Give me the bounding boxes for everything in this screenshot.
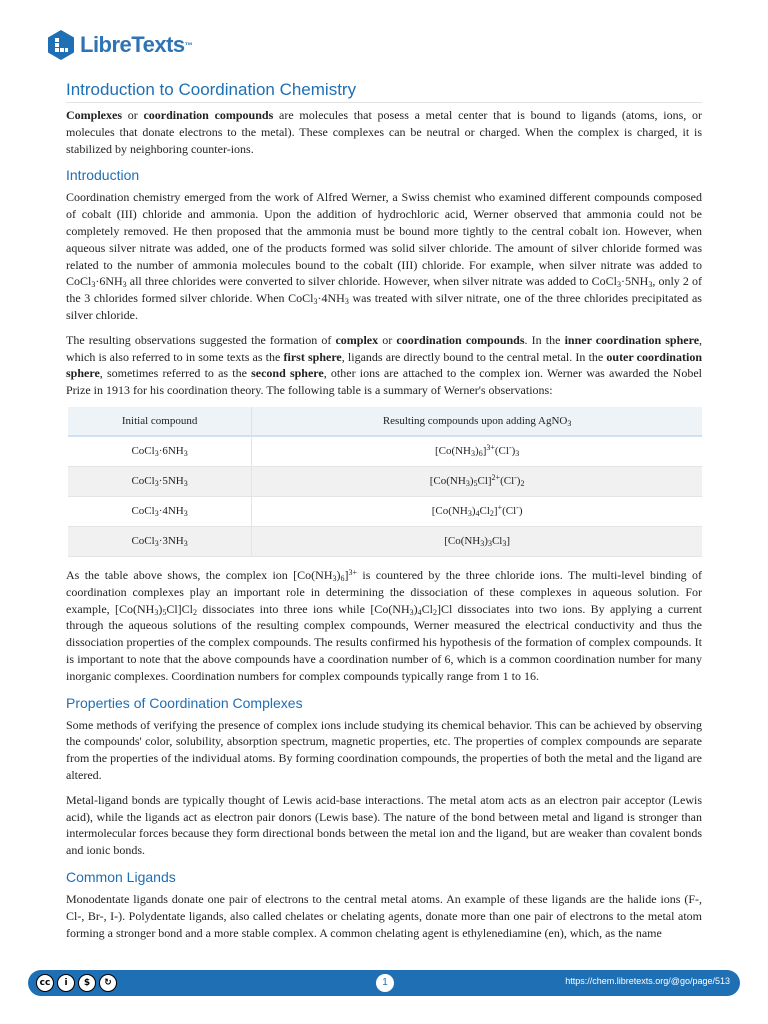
properties-paragraph-1: Some methods of verifying the presence of complex ions include studying its chemical behavior. This can be achieved by observing the compounds' color, solubility, absorption spectrum, magnetic properties, etc. The properties of complex compounds are separate from the properties of the individual atoms. By forming coordination compounds, the properties of both the metal and the ligand are altered. — [66, 717, 702, 782]
ligands-paragraph: Monodentate ligands donate one pair of electrons to the central metal atoms. An example of these ligands are the halide ions (F-, Cl-, Br-, I-). Polydentate ligands, also called chelates or chelating agents, donate more than one pair of electrons to the metal atom forming a stronger bond and a more stable complex. A common chelating agent is ethylenediamine (en), which, as the name — [66, 891, 702, 940]
page-title: Introduction to Coordination Chemistry — [66, 80, 702, 103]
table-discussion-paragraph: As the table above shows, the complex ion $[Co(NH_3)_6]^{3+}$ is countered by the three chloride ions. The multi-level binding of coordination complexes play an important role in determining the dissociation of these complexes in aqueous solution. For example, $[Co(NH_3)_5Cl]Cl_2$ dissociates into three ions while $[Co(NH_3)_4Cl_2]Cl$ dissociates into two ions. By applying a current through the aqueous solutions of the resulting complex compounds, Werner measured the electrical conductivity and thus the dissociation properties of the complex compounds. The results confirmed his hypothesis of the formation of complex compounds. It is important to note that the above compounds have a coordination number of 6, which is a common coordination number for many inorganic complexes. Coordination numbers for complex compounds typically range from 1 to 16. — [66, 567, 702, 683]
table-header-resulting: Resulting compounds upon adding AgNO$_3$ — [252, 407, 702, 436]
table-row: $CoCl_3\cdot 3NH_3$ $[Co(NH_3)_3Cl_3]$ — [68, 526, 702, 556]
properties-paragraph-2: Metal-ligand bonds are typically thought of Lewis acid-base interactions. The metal atom acts as an electron pair acceptor (Lewis acid), while the ligands act as electron pair donors (Lewis base). The nature of the bond between metal and ligand is stronger than intermolecular forces because they form directional bonds between the metal ion and the ligand, but are weaker than covalent bonds and ionic bonds. — [66, 792, 702, 858]
by-icon: i — [57, 974, 75, 992]
heading-properties: Properties of Coordination Complexes — [66, 694, 303, 711]
table-header-initial: Initial compound — [68, 407, 252, 436]
libretexts-logo[interactable] — [46, 28, 192, 62]
table-row: $CoCl_3\cdot 4NH_3$ $[Co(NH_3)_4Cl_2]^+(Cl^-)$ — [68, 496, 702, 526]
logo-wordmark: LibreTexts™ — [80, 32, 193, 57]
heading-introduction: Introduction — [66, 167, 140, 184]
sa-icon: ↻ — [99, 974, 117, 992]
libretexts-logo-icon — [46, 29, 76, 61]
table-header-row — [68, 407, 702, 436]
page-number: 1 — [376, 974, 394, 992]
page-content — [66, 76, 702, 949]
page-url-link[interactable]: https://chem.libretexts.org/@go/page/513 — [565, 976, 730, 986]
heading-common-ligands: Common Ligands — [66, 868, 176, 885]
cc-icon: cc — [36, 974, 54, 992]
cc-license-badge[interactable] — [36, 974, 117, 992]
intro-paragraph: Complexes or coordination compounds are molecules that posess a metal center that is bound to ligands (atoms, ions, or molecules that donate electrons to the metal). These complexes can be neutral or charged. When the complex is charged, it is stabilized by neighboring counter-ions. — [66, 108, 702, 156]
werner-observations-table — [68, 407, 702, 557]
nc-icon: $ — [78, 974, 96, 992]
table-row: $CoCl_3\cdot 5NH_3$ $[Co(NH_3)_5Cl]^{2+}(Cl^-)_2$ — [68, 466, 702, 496]
introduction-paragraph: Coordination chemistry emerged from the work of Alfred Werner, a Swiss chemist who examined different compounds composed of cobalt (III) chloride and ammonia. Upon the addition of hydrochloric acid, Werner observed that ammonia could not be completely removed. He then proposed that the ammonia must be bound more tightly to the central cobalt ion. However, when aqueous silver nitrate was added, one of the products formed was solid silver chloride. The amount of silver chloride formed was related to the number of ammonia molecules bound to the cobalt (III) chloride. For example, when silver nitrate was added to $CoCl_3\cdot 6NH_3$ all three chlorides were converted to silver chloride. However, when silver nitrate was added to $CoCl_3\cdot 5NH_3$, only 2 of the 3 chlorides formed silver chloride. When $CoCl_3\cdot 4NH_3$ was treated with silver nitrate, one of the three chlorides precipitated as silver chloride. — [66, 190, 702, 322]
table-row: $CoCl_3\cdot 6NH_3$ $[Co(NH_3)_6]^{3+}(Cl^-)_3$ — [68, 436, 702, 467]
observations-paragraph: The resulting observations suggested the formation of complex or coordination compounds. In the inner coordination sphere, which is also referred to in some texts as the first sphere, ligands are directly bound to the central metal. In the outer coordination sphere, sometimes referred to as the second sphere, other ions are attached to the complex ion. Werner was awarded the Nobel Prize in 1913 for his coordination theory. The following table is a summary of Werner's observations: — [66, 332, 703, 398]
page-footer — [28, 970, 740, 996]
